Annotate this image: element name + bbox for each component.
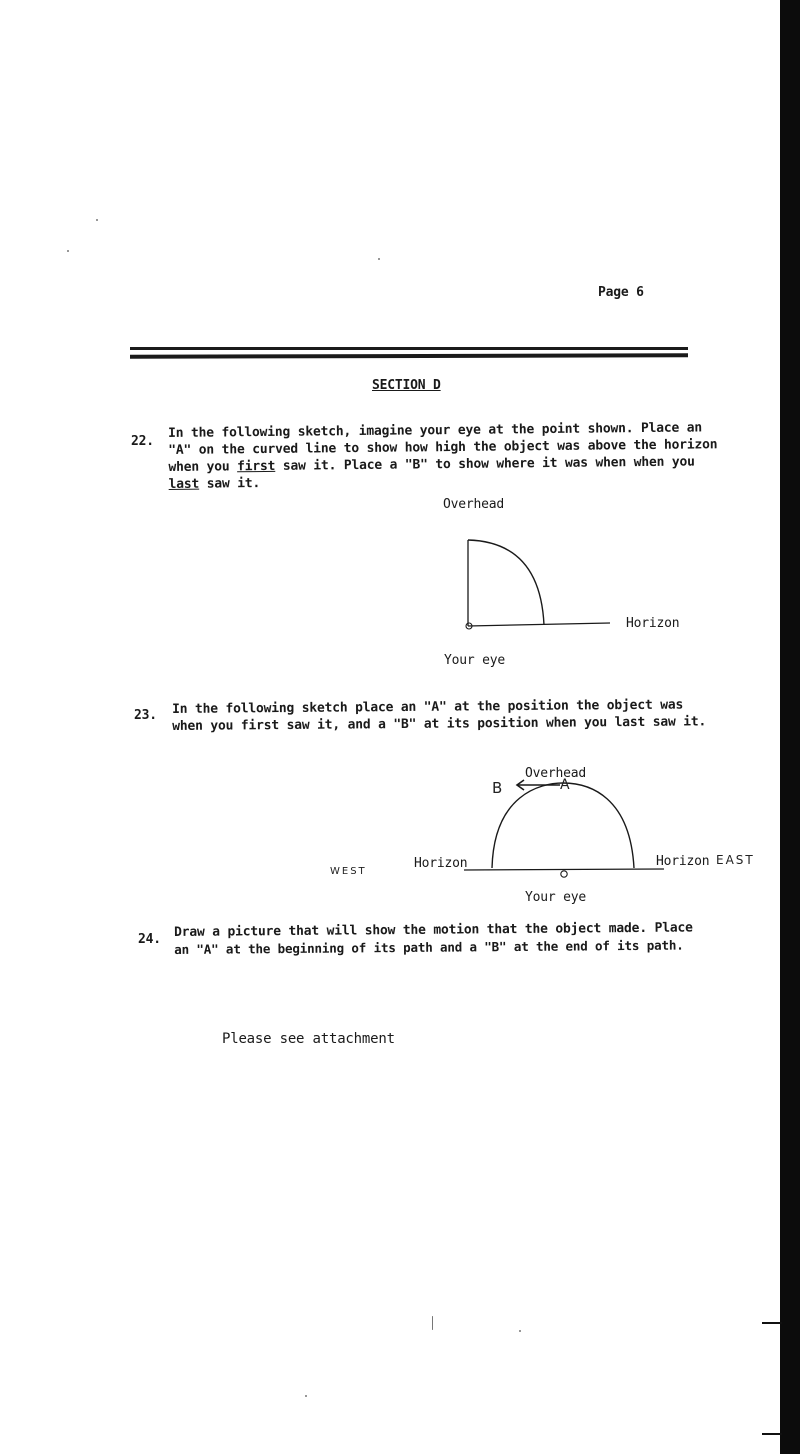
q23-handwritten-a: A	[560, 777, 572, 793]
q22-line: In the following sketch, imagine your eye at the point shown. Place an	[168, 420, 703, 441]
scan-edge-tick	[762, 1433, 782, 1435]
q22-quarter-arc	[468, 540, 544, 625]
scan-speck	[519, 1330, 521, 1332]
q24-line: Draw a picture that will show the motion that the object made. Place	[174, 920, 693, 940]
q23-eye-point	[561, 871, 567, 877]
q23-horizon-right-label: Horizon	[656, 854, 710, 869]
q23-overhead-label: Overhead	[525, 766, 587, 781]
q23-handwritten-b: B	[492, 779, 505, 797]
header-rule-bottom	[130, 353, 688, 358]
q23-text	[172, 696, 706, 735]
scan-speck	[432, 1316, 433, 1330]
q23-horizon-left-label: Horizon	[414, 856, 468, 871]
header-rule-top	[130, 347, 688, 350]
q22-text	[168, 419, 718, 493]
q24-line: an "A" at the beginning of its path and a "B" at the end of its path.	[174, 937, 684, 957]
q22-number: 22.	[131, 434, 154, 449]
q22-line3-before: when you	[168, 459, 238, 475]
q23-horizon-line	[464, 869, 664, 870]
q23-line: when you first saw it, and a "B" at its position when you last saw it.	[172, 714, 707, 734]
q22-overhead-label: Overhead	[443, 497, 505, 512]
q22-line: "A" on the curved line to show how high the object was above the horizon	[168, 437, 718, 458]
q23-number: 23.	[134, 708, 157, 723]
q22-first-emph: first	[237, 458, 276, 475]
q22-sketch	[440, 520, 620, 640]
page-number: Page 6	[598, 285, 644, 300]
q22-eye-label: Your eye	[444, 653, 506, 668]
scan-speck	[305, 1395, 307, 1397]
q22-horizon-line	[468, 623, 610, 626]
q23-eye-label: Your eye	[525, 890, 587, 905]
scan-speck	[67, 250, 69, 252]
scan-edge-bar	[780, 0, 800, 1454]
q24-number: 24.	[138, 932, 161, 947]
section-title: SECTION D	[372, 378, 441, 393]
scan-edge-tick	[762, 1322, 782, 1324]
q22-line4-after: saw it.	[199, 476, 261, 492]
scan-speck	[378, 258, 380, 260]
q23-handwritten-west: WEST	[330, 866, 367, 877]
scan-speck	[96, 219, 98, 221]
q22-last-emph: last	[168, 476, 200, 492]
q22-horizon-label: Horizon	[626, 616, 680, 631]
q23-line: In the following sketch place an "A" at the position the object was	[172, 697, 684, 717]
q23-semicircle-arc	[492, 783, 634, 868]
q24-text	[174, 919, 693, 958]
q23-handwritten-east: EAST	[716, 853, 755, 867]
q24-answer-text: Please see attachment	[222, 1031, 395, 1047]
q22-line3-after: saw it. Place a "B" to show where it was when when you	[275, 454, 695, 474]
